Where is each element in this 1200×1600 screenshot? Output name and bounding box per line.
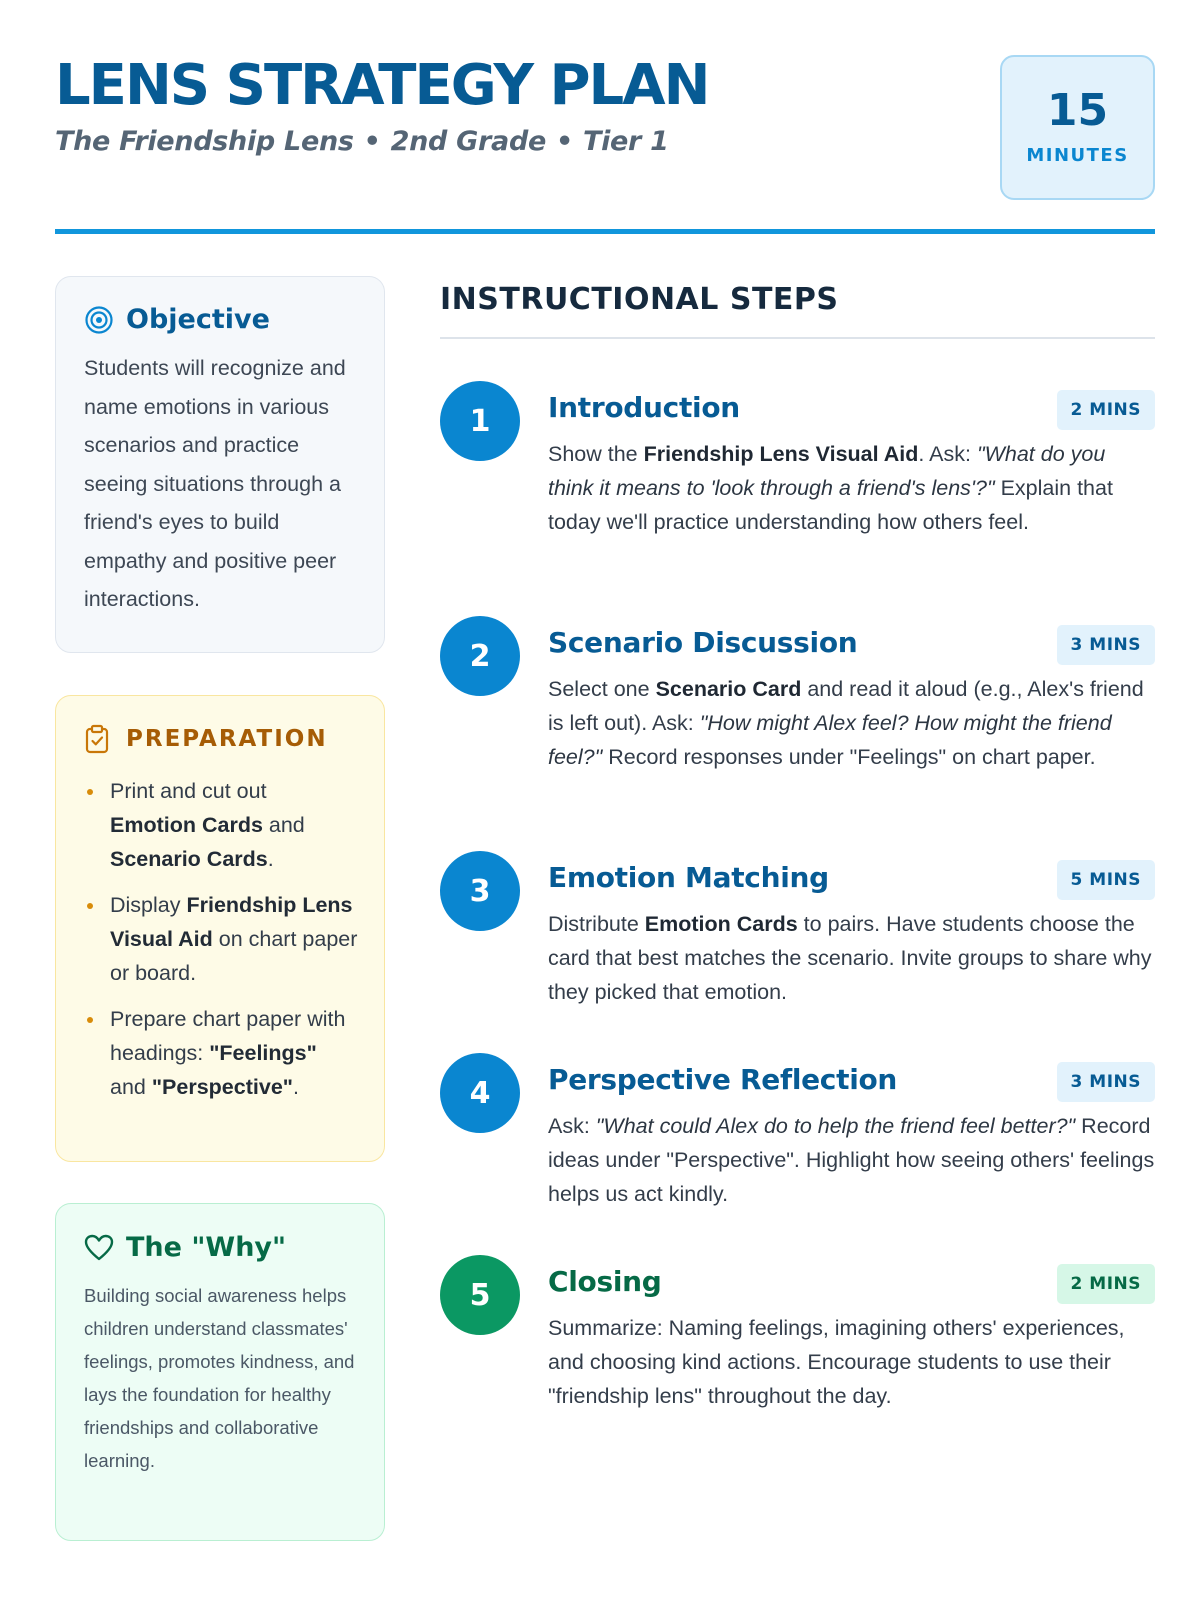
why-text: Building social awareness helps children understand classmates' feelings, promotes kindness, and lays the foundation for healthy friendships and collaborative learning. xyxy=(84,1285,355,1471)
page-title: LENS STRATEGY PLAN xyxy=(55,53,709,118)
page-subtitle xyxy=(55,126,1155,157)
step-title: Closing xyxy=(548,1265,662,1298)
step-description: Select one Scenario Card and read it aloud (e.g., Alex's friend is left out). Ask: "How might Alex feel? How might the friend feel?" Record responses under "Feelings" on chart paper. xyxy=(548,677,1144,769)
step-duration-badge: 2 MINS xyxy=(1057,1264,1155,1304)
step-duration-badge: 3 MINS xyxy=(1057,625,1155,665)
duration-unit: MINUTES xyxy=(1026,145,1129,166)
step-duration-badge: 2 MINS xyxy=(1057,390,1155,430)
objective-text: Students will recognize and name emotions in various scenarios and practice seeing situations through a friend's eyes to build empathy and positive peer interactions. xyxy=(84,356,346,611)
subtitle-grade: 2nd Grade xyxy=(390,126,546,157)
step-number: 3 xyxy=(440,851,520,931)
why-card xyxy=(55,1203,385,1541)
preparation-item: Prepare chart paper with headings: "Feelings" and "Perspective". xyxy=(84,1002,358,1104)
step-number: 1 xyxy=(440,381,520,461)
objective-card xyxy=(55,276,385,653)
preparation-card xyxy=(55,695,385,1162)
clipboard-check-icon xyxy=(84,724,114,754)
preparation-heading xyxy=(84,724,358,754)
step-number: 4 xyxy=(440,1053,520,1133)
step-number: 2 xyxy=(440,616,520,696)
header-divider xyxy=(55,229,1155,234)
subtitle-lens: The Friendship Lens xyxy=(55,126,354,157)
heart-icon xyxy=(84,1233,114,1263)
step-title: Scenario Discussion xyxy=(548,626,858,659)
step-title: Perspective Reflection xyxy=(548,1063,898,1096)
duration-badge xyxy=(1000,55,1155,200)
step-description: Distribute Emotion Cards to pairs. Have students choose the card that best matches the scenario. Invite groups to share why they picked that emotion. xyxy=(548,912,1152,1004)
preparation-title: PREPARATION xyxy=(126,726,328,752)
step-duration-badge: 3 MINS xyxy=(1057,1062,1155,1102)
objective-title: Objective xyxy=(126,304,270,335)
objective-heading xyxy=(84,304,358,335)
steps-heading: INSTRUCTIONAL STEPS xyxy=(440,282,839,317)
steps-divider xyxy=(440,337,1155,339)
subtitle-separator: • xyxy=(556,126,573,157)
step-number: 5 xyxy=(440,1255,520,1335)
preparation-item: Print and cut out Emotion Cards and Scenario Cards. xyxy=(84,774,358,876)
preparation-item: Display Friendship Lens Visual Aid on chart paper or board. xyxy=(84,888,358,990)
step-description: Ask: "What could Alex do to help the friend feel better?" Record ideas under "Perspective". Highlight how seeing others' feelings helps us act kindly. xyxy=(548,1114,1155,1206)
preparation-list xyxy=(84,774,358,1104)
page-header xyxy=(55,52,1155,202)
step-duration-badge: 5 MINS xyxy=(1057,860,1155,900)
subtitle-tier: Tier 1 xyxy=(582,126,669,157)
target-icon xyxy=(84,305,114,335)
duration-value: 15 xyxy=(1046,85,1109,136)
step-title: Emotion Matching xyxy=(548,861,829,894)
step-description: Show the Friendship Lens Visual Aid. Ask: "What do you think it means to 'look through a friend's lens'?" Explain that today we'll practice understanding how others feel. xyxy=(548,442,1113,534)
why-title: The "Why" xyxy=(126,1232,287,1263)
step-description: Summarize: Naming feelings, imagining others' experiences, and choosing kind actions. Encourage students to use their "friendship lens" throughout the day. xyxy=(548,1316,1125,1408)
step-title: Introduction xyxy=(548,391,740,424)
why-heading xyxy=(84,1232,358,1263)
subtitle-separator: • xyxy=(363,126,381,157)
